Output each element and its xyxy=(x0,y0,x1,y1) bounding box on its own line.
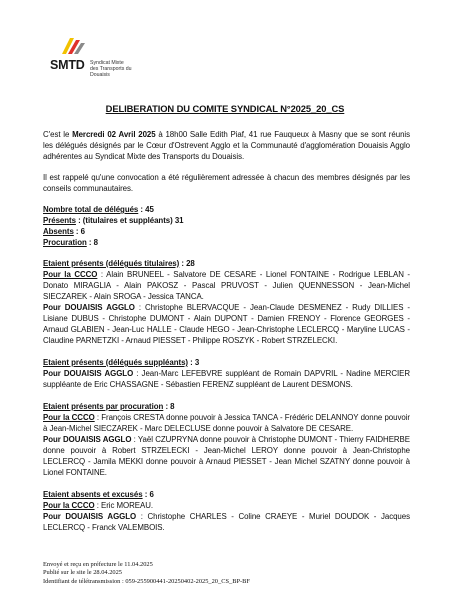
count-absent xyxy=(43,226,410,237)
titulaires-heading-label: Etaient présents (délégués titulaires) xyxy=(43,259,180,268)
titulaires-ccco-label: Pour la CCCO xyxy=(43,270,98,279)
count-proxy-value: : 8 xyxy=(86,238,98,247)
suppleants-heading-label: Etaient présents (délégués suppléants) xyxy=(43,358,188,367)
titulaires-ccco xyxy=(43,269,410,302)
absents-ccco-label: Pour la CCCO xyxy=(43,501,95,510)
count-proxy xyxy=(43,237,410,248)
smtd-logo-icon xyxy=(56,34,86,56)
document-title: DELIBERATION DU COMITE SYNDICAL N°2025_20_CS xyxy=(105,103,345,114)
logo-full-line2: des Transports du Douaisis xyxy=(90,66,132,78)
absents-douaisis-list: : Christophe CHARLES - Coline CRAEYE - Muriel DOUDOK - Jacques LECLERCQ - Franck VALEMBOIS. xyxy=(43,512,410,532)
titulaires-heading xyxy=(43,258,410,269)
suppleants-douaisis-list: : Jean-Marc LEFEBVRE suppléant de Romain DAPVRIL - Nadine MERCIER suppléante de Eric CHASSAGNE - Sébastien FERENZ suppléant de Laurent DESMONS. xyxy=(43,369,410,389)
titulaires-ccco-list: : Alain BRUNEEL - Salvatore DE CESARE - Lionel FONTAINE - Rodrigue LEBLAN - Donato MIRAGLIA - Alain PAKOSZ - Pascal PRUVOST - Julien QUENNESSON - Jean-Michel SIECZAREK - Alain SROGA - Jessica TANCA. xyxy=(43,270,410,301)
titulaires-douaisis-label: Pour DOUAISIS AGGLO xyxy=(43,303,135,312)
logo-full-line1: Syndicat Mixte xyxy=(90,60,124,66)
procuration-ccco-list: : François CRESTA donne pouvoir à Jessica TANCA - Frédéric DELANNOY donne pouvoir à Jean-Michel SIECZAREK - Marc DELECLUSE donne pouvoir à Salvatore DE CESARE. xyxy=(43,413,410,433)
titulaires-count: : 28 xyxy=(179,259,195,268)
transmission-footer xyxy=(43,561,250,586)
intro-post: à 18h00 Salle Edith Piaf, 41 rue Fauqueux à Masny que se sont réunis les délégués désignés par le Cœur d'Ostrevent Agglo et la Communauté d'agglomération Douaisis Agglo adhérentes au Syndicat Mixte des Transports du Douaisis. xyxy=(43,130,411,161)
count-absent-label: Absents xyxy=(43,227,74,236)
absents-count: : 6 xyxy=(142,490,154,499)
absents-ccco-list: : Eric MOREAU. xyxy=(94,501,154,510)
titulaires-douaisis xyxy=(43,302,410,346)
absents-ccco xyxy=(43,500,410,511)
absents-douaisis xyxy=(43,511,410,533)
procuration-heading xyxy=(43,401,410,412)
procuration-douaisis-list: : Yaël CZUPRYNA donne pouvoir à Christophe DUMONT - Thierry FAIDHERBE donne pouvoir à Robert STRZELECKI - Jean-Michel LEROY donne pouvoir à Jean-Christophe LECLERCQ - Jamila MEKKI donne pouvoir à Arnaud PIESSET - Jean Michel SZATNY donne pouvoir à Lionel FONTAINE. xyxy=(43,435,410,477)
intro-paragraph xyxy=(43,129,410,162)
count-total-label: Nombre total de délégués xyxy=(43,205,139,214)
footer-prefecture-line: Envoyé et reçu en préfecture le 11.04.2025 xyxy=(43,561,153,568)
footer-identifier-line: Identifiant de télétransmission : 059-255900441-20250402-2025_20_CS_BP-BF xyxy=(43,577,250,585)
count-proxy-label: Procuration xyxy=(43,238,87,247)
count-absent-value: : 6 xyxy=(73,227,85,236)
procuration-count: : 8 xyxy=(163,402,175,411)
suppleants-count: : 3 xyxy=(188,358,200,367)
absents-douaisis-label: Pour DOUAISIS AGGLO xyxy=(43,512,137,521)
procuration-ccco xyxy=(43,412,410,434)
procuration-douaisis-label: Pour DOUAISIS AGGLO xyxy=(43,435,132,444)
logo-full-name xyxy=(90,60,148,78)
procuration-douaisis xyxy=(43,434,410,478)
count-present-value: : (titulaires et suppléants) 31 xyxy=(75,216,184,225)
suppleants-douaisis-label: Pour DOUAISIS AGGLO xyxy=(43,369,134,378)
reminder-paragraph: Il est rappelé qu'une convocation a été régulièrement adressée à chacun des membres désignés par les conseils communautaires. xyxy=(43,173,410,193)
suppleants-heading xyxy=(43,357,410,368)
count-present-label: Présents xyxy=(43,216,76,225)
logo-abbreviation: SMTD xyxy=(50,58,85,72)
absents-heading-label: Etaient absents et excusés xyxy=(43,490,143,499)
count-total-value: : 45 xyxy=(138,205,154,214)
intro-pre: C'est le xyxy=(43,130,73,139)
count-total xyxy=(43,204,410,215)
procuration-heading-label: Etaient présents par procuration xyxy=(43,402,164,411)
footer-published-line: Publié sur le site le 28.04.2025 xyxy=(43,569,122,577)
smtd-logo xyxy=(40,32,150,78)
suppleants-douaisis xyxy=(43,368,410,390)
document-body xyxy=(43,129,410,533)
meeting-date: Mercredi 02 Avril 2025 xyxy=(72,130,156,139)
absents-heading xyxy=(43,489,410,500)
count-present xyxy=(43,215,410,226)
titulaires-douaisis-list: : Christophe BLERVACQUE - Jean-Claude DESMENEZ - Rudy DILLIES - Lisiane DUBUS - Christophe DUMONT - Alain DUPONT - Damien FRENOY - Florence GEORGES - Arnaud GLABIEN - Jean-Luc HALLE - Claude HEGO - Jean-Christophe LECLERCQ - Maryline LUCAS - Claudine PARNETZKI - Arnaud PIESSET - Philippe ROSZYK - Robert STRZELECKI. xyxy=(43,303,410,345)
procuration-ccco-label: Pour la CCCO xyxy=(43,413,95,422)
